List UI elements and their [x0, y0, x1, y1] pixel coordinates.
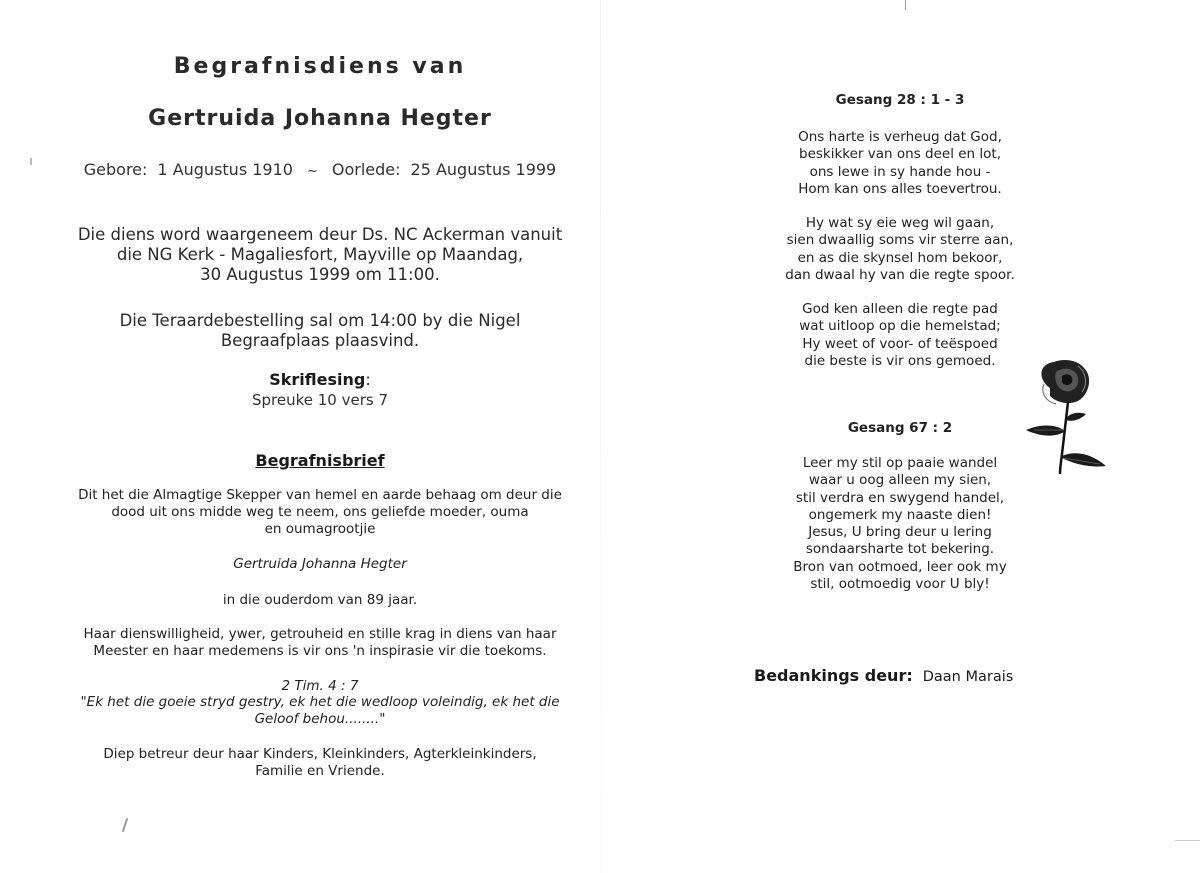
brief-heading: Begrafnisbrief	[255, 451, 385, 470]
thanks-line	[754, 666, 1013, 685]
verse-line: Leer my stil op paaie wandel	[802, 455, 998, 471]
age-line: in die ouderdom van 89 jaar.	[222, 592, 418, 608]
service-paragraph	[0, 225, 640, 285]
mourned-by	[0, 746, 640, 780]
service-tribute	[0, 626, 640, 660]
scripture-heading-colon: :	[365, 370, 371, 389]
service-line: Die diens word waargeneem deur Ds. NC Ackerman vanuit	[77, 225, 563, 244]
burial-line: Die Teraardebestelling sal om 14:00 by die Nigel	[119, 311, 521, 330]
scan-speck	[905, 0, 906, 10]
died-date: 25 Augustus 1999	[410, 160, 557, 179]
date-separator: ~	[306, 164, 318, 179]
verse-line: Hy weet of voor- of teëspoed	[802, 335, 998, 352]
scan-speck	[1175, 840, 1200, 841]
bible-quote	[0, 694, 640, 728]
quote-line: "Ek het die goeie stryd gestry, ek het die wedloop voleindig, ek het die	[80, 694, 560, 710]
tribute-line: Meester en haar medemens is vir ons 'n inspirasie vir die toekoms.	[93, 643, 547, 659]
verse-line: God ken alleen die regte pad	[802, 301, 998, 317]
born-date: 1 Augustus 1910	[157, 160, 293, 179]
bible-reference: 2 Tim. 4 : 7	[281, 678, 359, 694]
service-line: 30 Augustus 1999 om 11:00.	[200, 265, 440, 284]
verse-line: Ons harte is verheug dat God,	[798, 129, 1002, 145]
verse-line: en as die skynsel hom bekoor,	[797, 249, 1003, 266]
verse-line: wat uitloop op die hemelstad;	[799, 318, 1001, 335]
brief-line: Dit het die Almagtige Skepper van hemel en aarde behaag om deur die	[78, 487, 562, 503]
quote-line: Geloof behou........"	[254, 711, 386, 727]
verse-line: ons lewe in sy hande hou -	[809, 163, 991, 180]
verse-line: stil, ootmoedig voor U bly!	[810, 576, 990, 593]
mourn-line: Familie en Vriende.	[255, 763, 385, 779]
scripture-heading-text: Skriflesing	[269, 370, 366, 389]
verse-line: sien dwaallig soms vir sterre aan,	[786, 232, 1014, 249]
burial-line: Begraafplaas plaasvind.	[220, 331, 420, 350]
birth-death-dates	[0, 160, 640, 179]
verse-line: sondaarsharte tot bekering.	[805, 541, 995, 558]
scripture-heading	[0, 370, 640, 389]
verse-line: Jesus, U bring deur u lering	[808, 524, 992, 541]
scripture-verse: Spreuke 10 vers 7	[251, 391, 389, 409]
service-line: die NG Kerk - Magaliesfort, Mayville op Maandag,	[116, 245, 524, 264]
thanks-label: Bedankings deur:	[754, 666, 913, 685]
verse-line: dan dwaal hy van die regte spoor.	[785, 266, 1015, 283]
deceased-name-title: Gertruida Johanna Hegter	[148, 106, 492, 131]
verse-line: stil verdra en swygend handel,	[795, 489, 1005, 506]
verse-line: beskikker van ons deel en lot,	[799, 146, 1001, 163]
verse-line: ongemerk my naaste dien!	[808, 506, 992, 523]
thanks-name: Daan Marais	[922, 669, 1014, 685]
title-line1: Begrafnisdiens van	[173, 54, 467, 79]
scan-speck	[30, 158, 32, 165]
hymn2-title: Gesang 67 : 2	[847, 420, 953, 436]
rose-icon	[1020, 358, 1112, 478]
brief-line: en oumagrootjie	[264, 521, 376, 537]
brief-deceased-name: Gertruida Johanna Hegter	[233, 556, 407, 572]
mourn-line: Diep betreur deur haar Kinders, Kleinkinders, Agterkleinkinders,	[103, 746, 537, 762]
hymn1-verse2	[640, 215, 1160, 284]
born-label: Gebore:	[83, 160, 148, 179]
hymn1-title: Gesang 28 : 1 - 3	[835, 92, 965, 108]
scan-speck	[122, 818, 128, 832]
right-page	[640, 0, 1200, 873]
hymn1-verse1	[640, 129, 1160, 198]
verse-line: Bron van ootmoed, leer ook my	[793, 558, 1007, 575]
tribute-line: Haar dienswilligheid, ywer, getrouheid en stille krag in diens van haar	[83, 626, 557, 642]
verse-line: Hom kan ons alles toevertrou.	[798, 180, 1002, 197]
died-label: Oorlede:	[331, 160, 401, 179]
brief-paragraph	[0, 487, 640, 538]
burial-paragraph	[0, 311, 640, 351]
verse-line: die beste is vir ons gemoed.	[804, 352, 996, 369]
verse-line: waar u oog alleen my sien,	[808, 472, 992, 489]
verse-line: Hy wat sy eie weg wil gaan,	[805, 215, 995, 231]
brief-line: dood uit ons midde weg te neem, ons geliefde moeder, ouma	[111, 504, 529, 520]
